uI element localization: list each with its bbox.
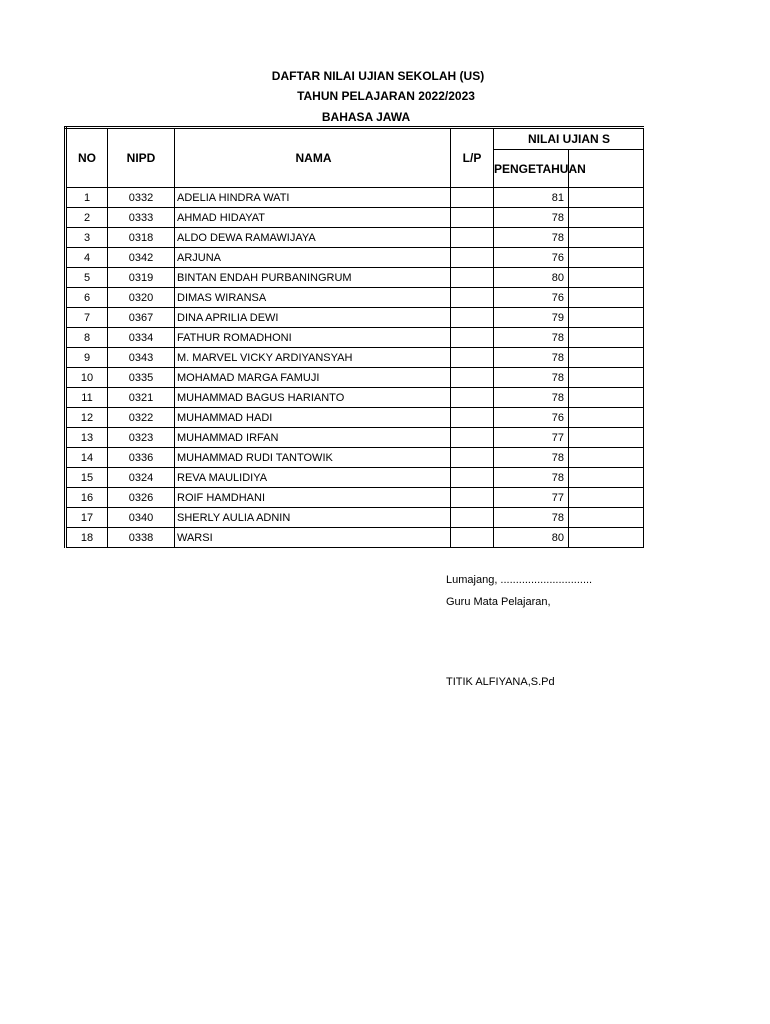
cell-no: 7: [66, 308, 108, 328]
cell-no: 4: [66, 248, 108, 268]
cell-extra: [569, 328, 644, 348]
cell-lp: [451, 248, 494, 268]
cell-extra: [569, 248, 644, 268]
cell-nipd: 0343: [108, 348, 175, 368]
cell-extra: [569, 188, 644, 208]
grades-table: [64, 126, 644, 548]
cell-nama: BINTAN ENDAH PURBANINGRUM: [175, 268, 451, 288]
cell-nilai: 78: [494, 208, 569, 228]
cell-no: 14: [66, 448, 108, 468]
cell-lp: [451, 228, 494, 248]
cell-nipd: 0322: [108, 408, 175, 428]
signature-role: Guru Mata Pelajaran,: [446, 596, 551, 608]
cell-nipd: 0342: [108, 248, 175, 268]
table-row: [66, 268, 644, 288]
cell-lp: [451, 308, 494, 328]
cell-nama: MUHAMMAD HADI: [175, 408, 451, 428]
table-row: [66, 188, 644, 208]
cell-extra: [569, 388, 644, 408]
cell-no: 17: [66, 508, 108, 528]
col-header-nipd: NIPD: [108, 128, 175, 188]
cell-nama: M. MARVEL VICKY ARDIYANSYAH: [175, 348, 451, 368]
col-header-nama: NAMA: [175, 128, 451, 188]
cell-no: 3: [66, 228, 108, 248]
cell-nipd: 0340: [108, 508, 175, 528]
cell-lp: [451, 328, 494, 348]
cell-lp: [451, 188, 494, 208]
cell-nilai: 78: [494, 508, 569, 528]
table-row: [66, 528, 644, 548]
cell-nipd: 0319: [108, 268, 175, 288]
cell-no: 5: [66, 268, 108, 288]
cell-nipd: 0335: [108, 368, 175, 388]
cell-nipd: 0318: [108, 228, 175, 248]
table-row: [66, 368, 644, 388]
cell-nilai: 77: [494, 488, 569, 508]
cell-extra: [569, 348, 644, 368]
cell-lp: [451, 448, 494, 468]
signature-name: TITIK ALFIYANA,S.Pd: [446, 676, 555, 688]
cell-lp: [451, 488, 494, 508]
cell-no: 18: [66, 528, 108, 548]
subject-name: BAHASA JAWA: [321, 110, 411, 124]
cell-nilai: 78: [494, 448, 569, 468]
cell-nama: ROIF HAMDHANI: [175, 488, 451, 508]
cell-nama: ARJUNA: [175, 248, 451, 268]
cell-nipd: 0367: [108, 308, 175, 328]
table-row: [66, 348, 644, 368]
table-row: [66, 488, 644, 508]
cell-lp: [451, 268, 494, 288]
cell-extra: [569, 408, 644, 428]
cell-nama: MUHAMMAD IRFAN: [175, 428, 451, 448]
cell-no: 13: [66, 428, 108, 448]
cell-nipd: 0321: [108, 388, 175, 408]
cell-nama: SHERLY AULIA ADNIN: [175, 508, 451, 528]
cell-extra: [569, 368, 644, 388]
cell-nipd: 0338: [108, 528, 175, 548]
cell-nilai: 78: [494, 328, 569, 348]
cell-extra: [569, 488, 644, 508]
cell-nilai: 81: [494, 188, 569, 208]
cell-lp: [451, 288, 494, 308]
cell-no: 11: [66, 388, 108, 408]
grades-table-body: [66, 188, 644, 548]
cell-nilai: 78: [494, 348, 569, 368]
cell-no: 10: [66, 368, 108, 388]
cell-no: 15: [66, 468, 108, 488]
cell-nipd: 0326: [108, 488, 175, 508]
cell-nilai: 77: [494, 428, 569, 448]
cell-extra: [569, 468, 644, 488]
cell-no: 1: [66, 188, 108, 208]
cell-nilai: 76: [494, 288, 569, 308]
cell-nama: MUHAMMAD RUDI TANTOWIK: [175, 448, 451, 468]
cell-no: 6: [66, 288, 108, 308]
table-row: [66, 508, 644, 528]
cell-nilai: 76: [494, 248, 569, 268]
col-header-no: NO: [66, 128, 108, 188]
cell-nilai: 78: [494, 368, 569, 388]
cell-nilai: 78: [494, 228, 569, 248]
table-row: [66, 288, 644, 308]
cell-extra: [569, 208, 644, 228]
cell-extra: [569, 308, 644, 328]
cell-nama: AHMAD HIDAYAT: [175, 208, 451, 228]
cell-nama: REVA MAULIDIYA: [175, 468, 451, 488]
cell-nilai: 80: [494, 528, 569, 548]
cell-nama: DIMAS WIRANSA: [175, 288, 451, 308]
cell-no: 12: [66, 408, 108, 428]
cell-no: 9: [66, 348, 108, 368]
table-row: [66, 328, 644, 348]
cell-nipd: 0323: [108, 428, 175, 448]
cell-nipd: 0333: [108, 208, 175, 228]
cell-extra: [569, 288, 644, 308]
table-row: [66, 308, 644, 328]
table-row: [66, 228, 644, 248]
cell-nama: WARSI: [175, 528, 451, 548]
table-row: [66, 408, 644, 428]
cell-lp: [451, 468, 494, 488]
cell-lp: [451, 408, 494, 428]
cell-no: 8: [66, 328, 108, 348]
cell-nilai: 76: [494, 408, 569, 428]
cell-extra: [569, 508, 644, 528]
cell-lp: [451, 208, 494, 228]
cell-lp: [451, 348, 494, 368]
table-row: [66, 468, 644, 488]
cell-nama: FATHUR ROMADHONI: [175, 328, 451, 348]
cell-lp: [451, 388, 494, 408]
cell-lp: [451, 368, 494, 388]
signature-place-date: Lumajang, ..............................: [446, 574, 593, 586]
document-title: DAFTAR NILAI UJIAN SEKOLAH (US): [271, 69, 485, 83]
col-header-pengetahuan: PENGETAHUAN: [494, 150, 569, 188]
cell-no: 2: [66, 208, 108, 228]
cell-extra: [569, 228, 644, 248]
cell-nilai: 78: [494, 468, 569, 488]
cell-extra: [569, 428, 644, 448]
cell-nipd: 0320: [108, 288, 175, 308]
table-row: [66, 448, 644, 468]
table-row: [66, 428, 644, 448]
cell-nama: MOHAMAD MARGA FAMUJI: [175, 368, 451, 388]
cell-nilai: 80: [494, 268, 569, 288]
cell-nipd: 0336: [108, 448, 175, 468]
cell-no: 16: [66, 488, 108, 508]
cell-lp: [451, 528, 494, 548]
cell-nilai: 78: [494, 388, 569, 408]
cell-extra: [569, 528, 644, 548]
table-row: [66, 388, 644, 408]
cell-nipd: 0334: [108, 328, 175, 348]
grades-table-container: [64, 126, 611, 550]
cell-lp: [451, 428, 494, 448]
table-row: [66, 248, 644, 268]
col-header-nilai-group: NILAI UJIAN S: [494, 128, 644, 150]
cell-lp: [451, 508, 494, 528]
cell-extra: [569, 448, 644, 468]
cell-extra: [569, 268, 644, 288]
cell-nama: ALDO DEWA RAMAWIJAYA: [175, 228, 451, 248]
cell-nama: MUHAMMAD BAGUS HARIANTO: [175, 388, 451, 408]
cell-nama: DINA APRILIA DEWI: [175, 308, 451, 328]
cell-nama: ADELIA HINDRA WATI: [175, 188, 451, 208]
cell-nipd: 0332: [108, 188, 175, 208]
table-row: [66, 208, 644, 228]
cell-nipd: 0324: [108, 468, 175, 488]
cell-nilai: 79: [494, 308, 569, 328]
academic-year: TAHUN PELAJARAN 2022/2023: [297, 89, 475, 103]
col-header-lp: L/P: [451, 128, 494, 188]
